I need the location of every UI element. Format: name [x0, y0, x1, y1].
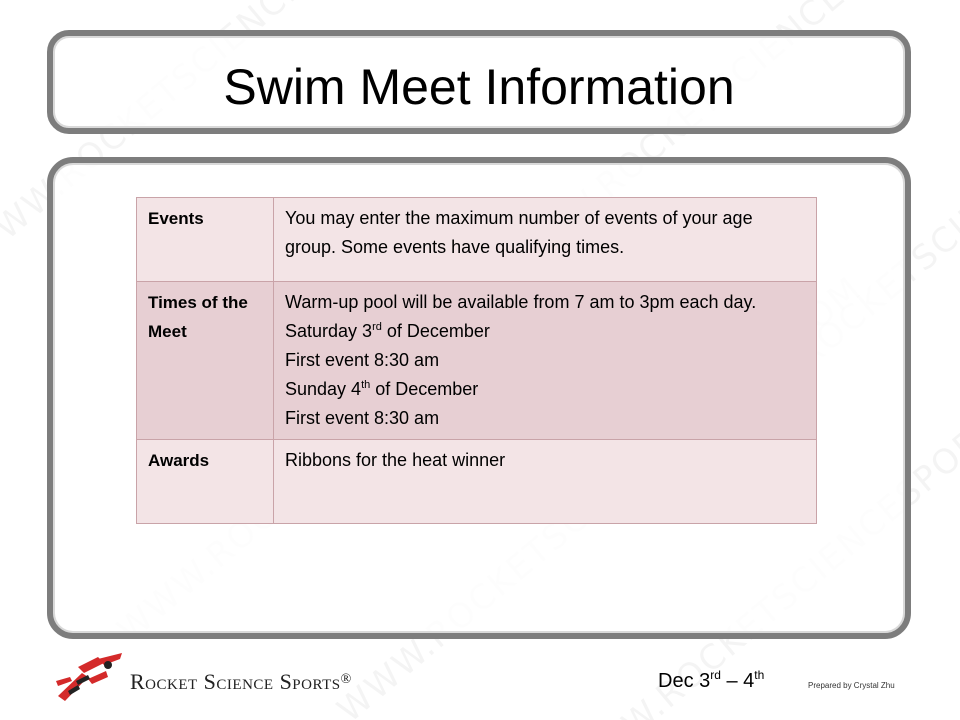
slide-title: Swim Meet Information — [223, 59, 735, 115]
row-value: Ribbons for the heat winner — [274, 440, 817, 524]
prepared-by: Prepared by Crystal Zhu — [808, 681, 895, 690]
row-label: Awards — [137, 440, 274, 524]
row-label: Times of the Meet — [137, 282, 274, 440]
table-row-times — [137, 282, 817, 440]
first-event-sun: First event 8:30 am — [285, 408, 440, 428]
rocket-science-logo — [48, 650, 368, 710]
row-value — [274, 282, 817, 440]
title-panel — [47, 30, 911, 134]
logo-text: Rocket Science Sports® — [130, 669, 352, 694]
first-event-sat: First event 8:30 am — [285, 350, 440, 370]
saturday-text: Saturday 3rd of December — [285, 321, 490, 341]
table-row-events — [137, 198, 817, 282]
warmup-text: Warm-up pool will be available from 7 am to 3pm each day. — [285, 292, 757, 312]
table-row-awards — [137, 440, 817, 524]
meet-dates: Dec 3rd – 4th — [658, 668, 765, 692]
rocket-runner-icon — [48, 651, 126, 709]
sunday-text: Sunday 4th of December — [285, 379, 479, 399]
info-table — [136, 197, 817, 524]
row-label: Events — [137, 198, 274, 282]
row-value: You may enter the maximum number of events of your age group. Some events have qualifying times. — [274, 198, 817, 282]
